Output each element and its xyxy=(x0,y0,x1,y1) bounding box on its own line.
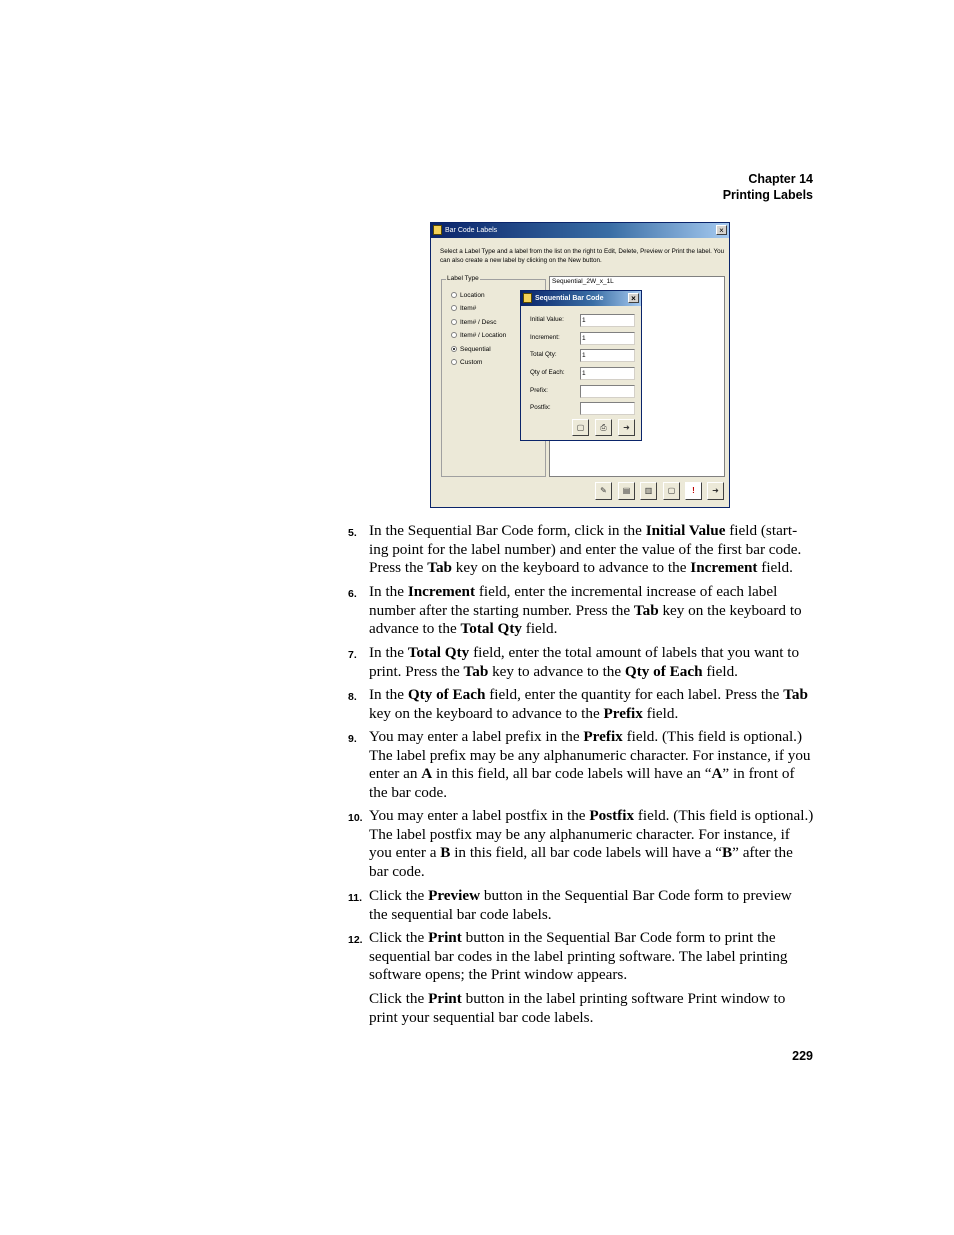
step-number: 10. xyxy=(348,812,363,824)
label-type-legend: Label Type xyxy=(447,275,479,282)
dialog-titlebar xyxy=(521,291,641,306)
radio-selected-icon xyxy=(451,346,457,352)
print-icon[interactable]: ⎙ xyxy=(595,419,612,436)
window-titlebar xyxy=(431,223,729,238)
radio-item[interactable] xyxy=(451,305,476,313)
increment-label: Increment: xyxy=(530,334,560,341)
postfix-input[interactable] xyxy=(580,402,635,415)
radio-label: Item# / Desc xyxy=(460,319,497,326)
step-text: Click the Print button in the Sequential Bar Code form to print the sequential bar codes in the label printing software. The label printing software opens; the Print window appears. xyxy=(369,929,788,984)
step-text: In the Qty of Each field, enter the quantity for each label. Press the Tab key on the keyboard to advance to the Prefix field. xyxy=(369,686,808,722)
step-number: 5. xyxy=(348,527,357,539)
list-item[interactable]: Sequential_2W_x_1L xyxy=(552,278,614,285)
step-text: Click the Preview button in the Sequential Bar Code form to preview the sequential bar code labels. xyxy=(369,887,792,923)
step-text: You may enter a label postfix in the Postfix field. (This field is optional.) The label postfix may be any alphanumeric character. For instance, if you enter a B in this field, all bar code labels will have a “B” after the bar code. xyxy=(369,807,814,880)
radio-item-location[interactable] xyxy=(451,332,506,340)
new-icon[interactable]: ✎ xyxy=(595,482,612,500)
qty-of-each-input[interactable]: 1 xyxy=(580,367,635,380)
initial-value-input[interactable]: 1 xyxy=(580,314,635,327)
window-title: Bar Code Labels xyxy=(445,227,498,234)
radio-label: Location xyxy=(460,292,485,299)
step-continuation-text: Click the Print button in the label printing software Print window to print your sequential bar code labels. xyxy=(369,990,786,1026)
sequential-bar-code-dialog xyxy=(520,290,642,441)
delete-icon[interactable]: ▥ xyxy=(640,482,657,500)
step-number: 9. xyxy=(348,733,357,745)
app-icon xyxy=(433,225,442,235)
app-icon xyxy=(523,293,532,303)
step-text: You may enter a label prefix in the Prefix field. (This field is optional.) The label prefix may be any alphanumeric character. For instance, if you enter an A in this field, all bar code labels will have an “A” in front of the bar code. xyxy=(369,728,811,801)
initial-value-label: Initial Value: xyxy=(530,316,564,323)
close-icon[interactable]: × xyxy=(716,225,727,235)
radio-icon xyxy=(451,305,457,311)
postfix-label: Postfix: xyxy=(530,404,551,411)
radio-label: Sequential xyxy=(460,346,491,353)
radio-icon xyxy=(451,332,457,338)
instructions-text: Select a Label Type and a label from the list on the right to Edit, Delete, Preview or Print the label. You can also create a new label by clicking on the New button. xyxy=(440,248,725,264)
close-icon[interactable]: × xyxy=(628,293,639,303)
page-number: 229 xyxy=(792,1049,813,1063)
radio-label: Item# / Location xyxy=(460,332,507,339)
exit-icon[interactable]: ➜ xyxy=(618,419,635,436)
step-text: In the Sequential Bar Code form, click in the Initial Value field (start-ing point for the label number) and enter the value of the first bar code. Press the Tab key on the keyboard to advance to the Increment field. xyxy=(369,522,802,577)
step-text: In the Total Qty field, enter the total amount of labels that you want to print. Press the Tab key to advance to the Qty of Each field. xyxy=(369,644,800,680)
exit-icon[interactable]: ➜ xyxy=(707,482,724,500)
step-text: In the Increment field, enter the incremental increase of each label number after the starting number. Press the Tab key on the keyboard to advance to the Total Qty field. xyxy=(369,583,802,638)
section-label: Printing Labels xyxy=(722,188,813,202)
radio-label: Item# xyxy=(460,305,477,312)
dialog-title: Sequential Bar Code xyxy=(535,295,604,302)
preview-icon[interactable]: ▢ xyxy=(572,419,589,436)
radio-item-desc[interactable] xyxy=(451,319,496,327)
radio-sequential[interactable] xyxy=(451,346,491,354)
qty-of-each-label: Qty of Each: xyxy=(530,369,565,376)
step-number: 12. xyxy=(348,934,363,946)
step-number: 11. xyxy=(348,892,363,904)
prefix-input[interactable] xyxy=(580,385,635,398)
radio-custom[interactable] xyxy=(451,359,482,367)
chapter-label: Chapter 14 xyxy=(748,172,813,186)
step-number: 8. xyxy=(348,691,357,703)
radio-location[interactable] xyxy=(451,292,485,300)
radio-label: Custom xyxy=(460,359,483,366)
step-number: 7. xyxy=(348,649,357,661)
print-alert-icon[interactable]: ! xyxy=(685,482,702,500)
total-qty-input[interactable]: 1 xyxy=(580,349,635,362)
radio-icon xyxy=(451,359,457,365)
edit-icon[interactable]: ▤ xyxy=(618,482,635,500)
step-number: 6. xyxy=(348,588,357,600)
prefix-label: Prefix: xyxy=(530,387,548,394)
total-qty-label: Total Qty: xyxy=(530,351,557,358)
increment-input[interactable]: 1 xyxy=(580,332,635,345)
radio-icon xyxy=(451,292,457,298)
radio-icon xyxy=(451,319,457,325)
preview-icon[interactable]: ▢ xyxy=(663,482,680,500)
